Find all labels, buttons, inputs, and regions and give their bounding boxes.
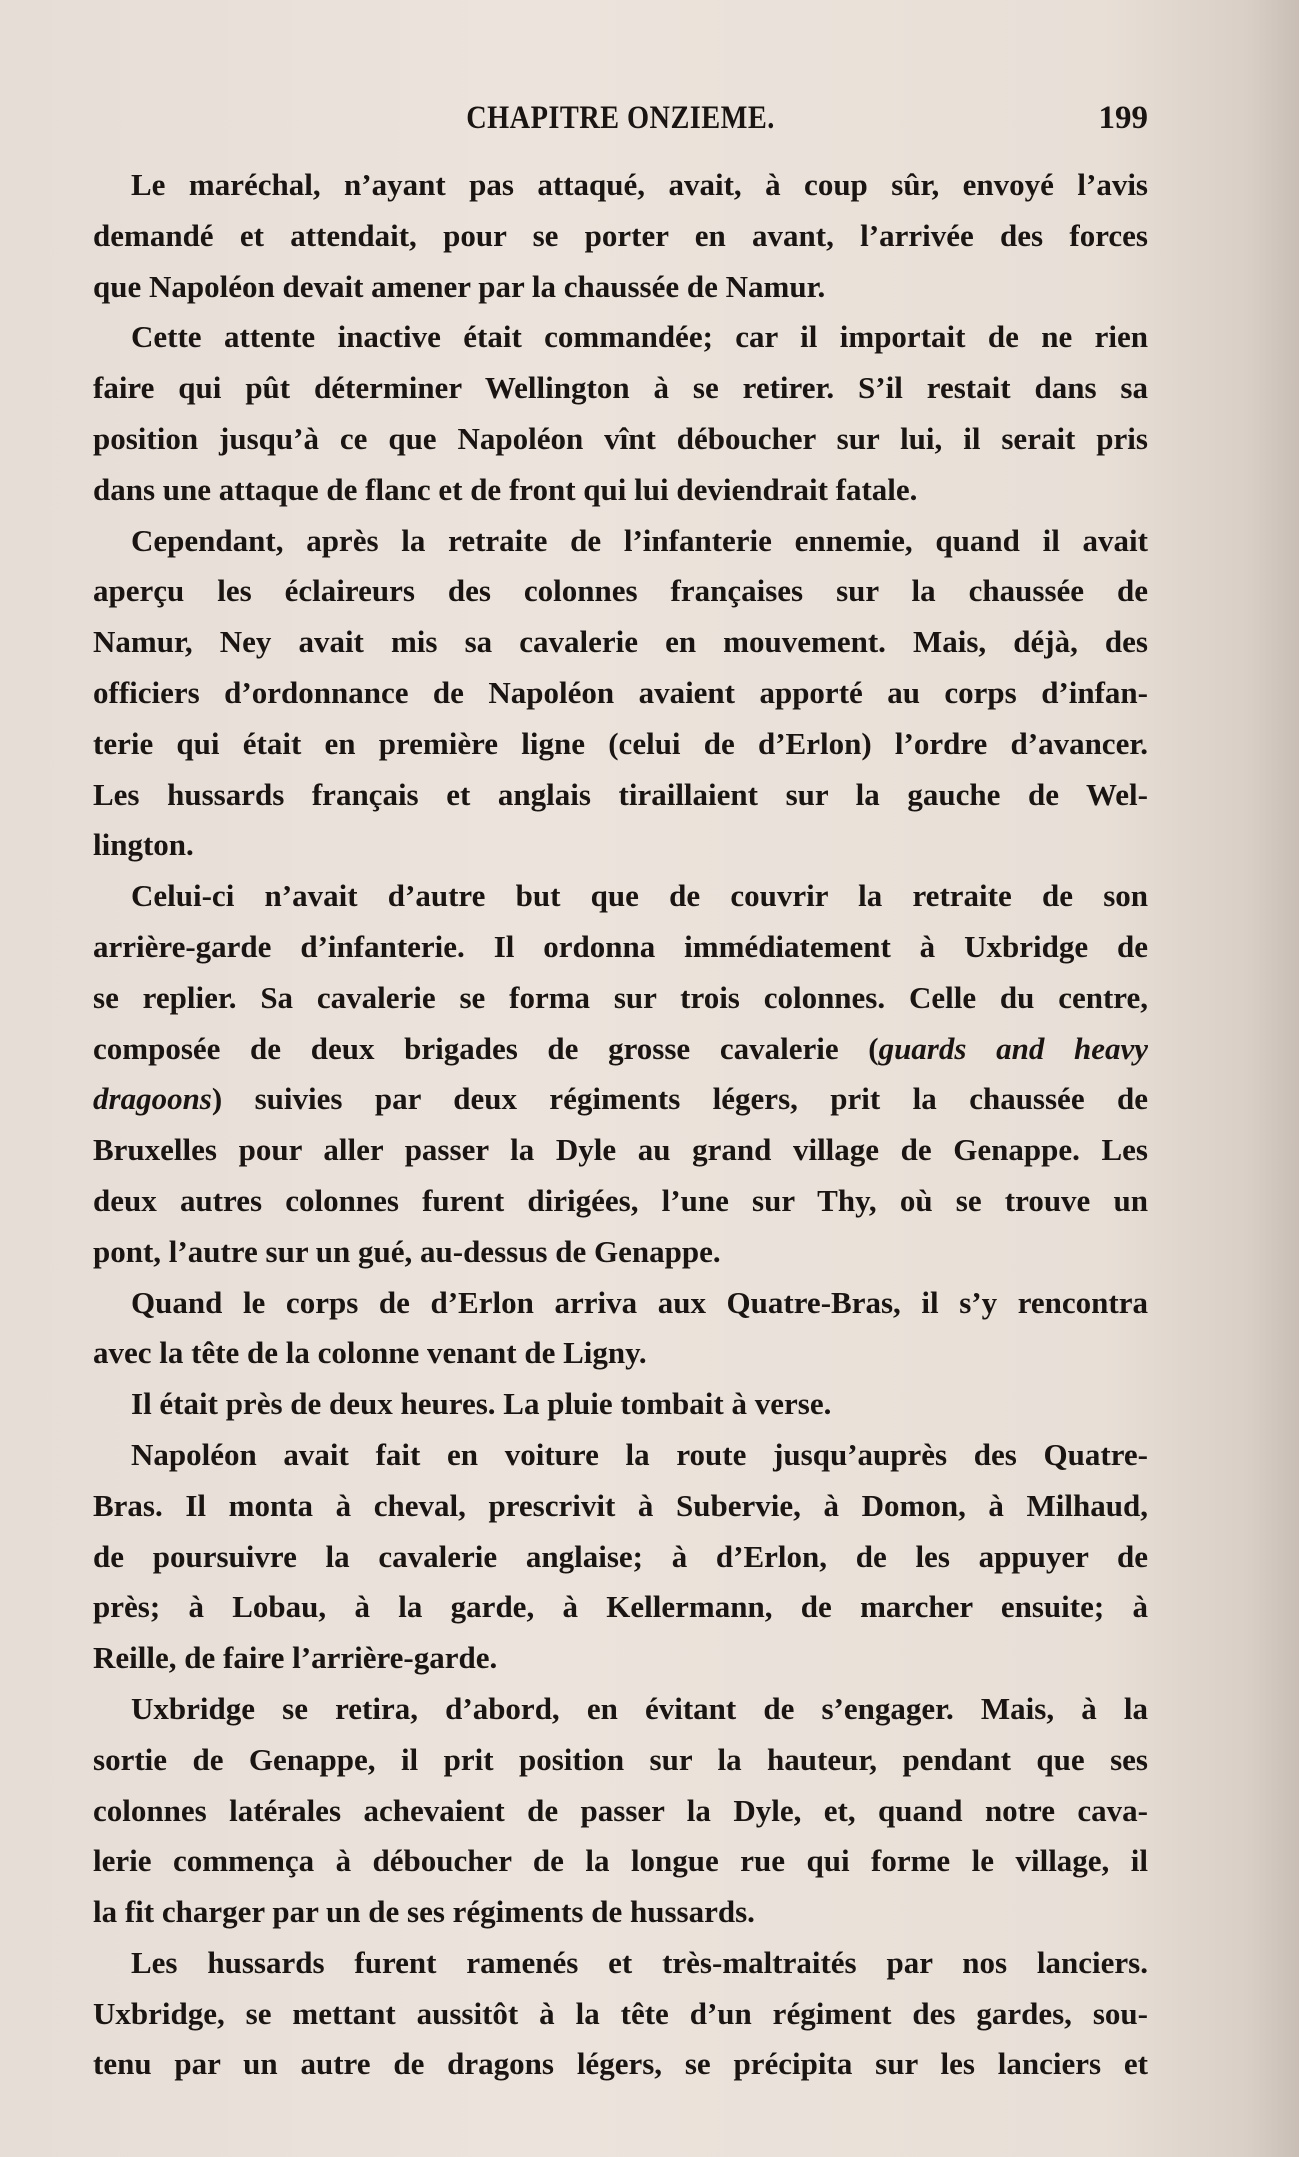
text-line <box>93 922 1148 973</box>
text-segment: tenu par un autre de dragons légers, se précipita sur les lanciers et <box>93 2046 1148 2082</box>
text-line <box>93 1074 1148 1125</box>
text-line <box>93 160 1148 211</box>
text-segment: Namur, Ney avait mis sa cavalerie en mouvement. Mais, déjà, des <box>93 624 1148 660</box>
text-segment: Cependant, après la retraite de l’infanterie ennemie, quand il avait <box>131 522 1148 558</box>
page-body <box>93 160 1148 2090</box>
text-segment: aperçu les éclaireurs des colonnes françaises sur la chaussée de <box>93 573 1148 609</box>
text-segment: officiers d’ordonnance de Napoléon avaient apporté au corps d’infan- <box>93 674 1148 710</box>
text-line <box>93 1379 1148 1430</box>
text-segment: composée de deux brigades de grosse cavalerie ( <box>93 1030 879 1066</box>
text-segment: près; à Lobau, à la garde, à Kellermann, de marcher ensuite; à <box>93 1589 1148 1625</box>
text-segment: pont, l’autre sur un gué, au-dessus de Genappe. <box>93 1233 721 1269</box>
text-segment: faire qui pût déterminer Wellington à se retirer. S’il restait dans sa <box>93 370 1148 406</box>
text-line <box>93 1481 1148 1532</box>
text-line <box>93 1328 1148 1379</box>
text-segment: sortie de Genappe, il prit position sur la hauteur, pendant que ses <box>93 1741 1148 1777</box>
text-segment: Celui-ci n’avait d’autre but que de couvrir la retraite de son <box>131 878 1148 914</box>
text-segment: que Napoléon devait amener par la chaussée de Namur. <box>93 268 826 304</box>
text-line <box>93 1786 1148 1837</box>
text-segment: position jusqu’à ce que Napoléon vînt déboucher sur lui, il serait pris <box>93 420 1148 456</box>
text-line <box>93 1278 1148 1329</box>
page-number: 199 <box>1098 100 1148 136</box>
text-segment: Le maréchal, n’ayant pas attaqué, avait, à coup sûr, envoyé l’avis <box>131 167 1148 202</box>
text-line <box>93 2039 1148 2090</box>
text-line <box>93 262 1148 313</box>
text-line <box>93 1836 1148 1887</box>
text-line <box>93 1633 1148 1684</box>
text-line <box>93 465 1148 516</box>
text-line <box>93 871 1148 922</box>
text-line <box>93 1227 1148 1278</box>
running-title: CHAPITRE ONZIEME. <box>466 100 775 136</box>
text-segment: Bruxelles pour aller passer la Dyle au grand village de Genappe. Les <box>93 1132 1148 1168</box>
text-line <box>93 973 1148 1024</box>
text-segment: Les hussards furent ramenés et très-maltraités par nos lanciers. <box>131 1944 1148 1980</box>
text-line <box>93 668 1148 719</box>
text-line <box>93 617 1148 668</box>
text-segment: lerie commença à déboucher de la longue rue qui forme le village, il <box>93 1843 1148 1879</box>
text-line <box>93 820 1148 871</box>
text-line <box>93 516 1148 567</box>
text-line <box>93 1582 1148 1633</box>
text-segment: terie qui était en première ligne (celui de d’Erlon) l’ordre d’avancer. <box>93 725 1148 761</box>
text-segment: Uxbridge, se mettant aussitôt à la tête d’un régiment des gardes, sou- <box>93 1995 1148 2031</box>
italic-text: guards and heavy <box>878 1030 1148 1066</box>
text-segment: Il était près de deux heures. La pluie tombait à verse. <box>131 1386 832 1422</box>
text-segment: dans une attaque de flanc et de front qui lui deviendrait fatale. <box>93 471 918 507</box>
text-segment: ) suivies par deux régiments légers, prit la chaussée de <box>211 1081 1148 1117</box>
text-segment: arrière-garde d’infanterie. Il ordonna immédiatement à Uxbridge de <box>93 928 1148 964</box>
text-line <box>93 566 1148 617</box>
text-segment: Napoléon avait fait en voiture la route jusqu’auprès des Quatre- <box>131 1436 1148 1472</box>
text-line <box>93 1024 1148 1075</box>
text-line <box>93 1735 1148 1786</box>
text-line <box>93 1125 1148 1176</box>
text-line <box>93 211 1148 262</box>
text-segment: Bras. Il monta à cheval, prescrivit à Subervie, à Domon, à Milhaud, <box>93 1487 1148 1523</box>
text-line <box>93 770 1148 821</box>
text-segment: lington. <box>93 827 194 863</box>
text-line <box>93 312 1148 363</box>
text-segment: deux autres colonnes furent dirigées, l’une sur Thy, où se trouve un <box>93 1182 1148 1218</box>
text-segment: Uxbridge se retira, d’abord, en évitant de s’engager. Mais, à la <box>131 1690 1148 1726</box>
text-segment: la fit charger par un de ses régiments de hussards. <box>93 1894 755 1930</box>
text-line <box>93 1532 1148 1583</box>
text-segment: se replier. Sa cavalerie se forma sur trois colonnes. Celle du centre, <box>93 979 1148 1015</box>
text-line <box>93 1430 1148 1481</box>
text-segment: Les hussards français et anglais tiraillaient sur la gauche de Wel- <box>93 776 1148 812</box>
text-line <box>93 1938 1148 1989</box>
text-segment: Quand le corps de d’Erlon arriva aux Quatre-Bras, il s’y rencontra <box>131 1284 1148 1320</box>
page-header <box>93 100 1148 144</box>
text-segment: colonnes latérales achevaient de passer la Dyle, et, quand notre cava- <box>93 1792 1148 1828</box>
text-line <box>93 719 1148 770</box>
text-line <box>93 1176 1148 1227</box>
italic-text: dragoons <box>93 1081 212 1117</box>
text-line <box>93 1684 1148 1735</box>
text-segment: de poursuivre la cavalerie anglaise; à d’Erlon, de les appuyer de <box>93 1538 1148 1574</box>
text-segment: Reille, de faire l’arrière-garde. <box>93 1640 498 1676</box>
text-line <box>93 414 1148 465</box>
text-line <box>93 1989 1148 2040</box>
text-segment: Cette attente inactive était commandée; car il importait de ne rien <box>131 319 1148 355</box>
text-segment: demandé et attendait, pour se porter en avant, l’arrivée des forces <box>93 217 1148 253</box>
text-segment: avec la tête de la colonne venant de Ligny. <box>93 1335 647 1371</box>
text-line <box>93 1887 1148 1938</box>
text-line <box>93 363 1148 414</box>
